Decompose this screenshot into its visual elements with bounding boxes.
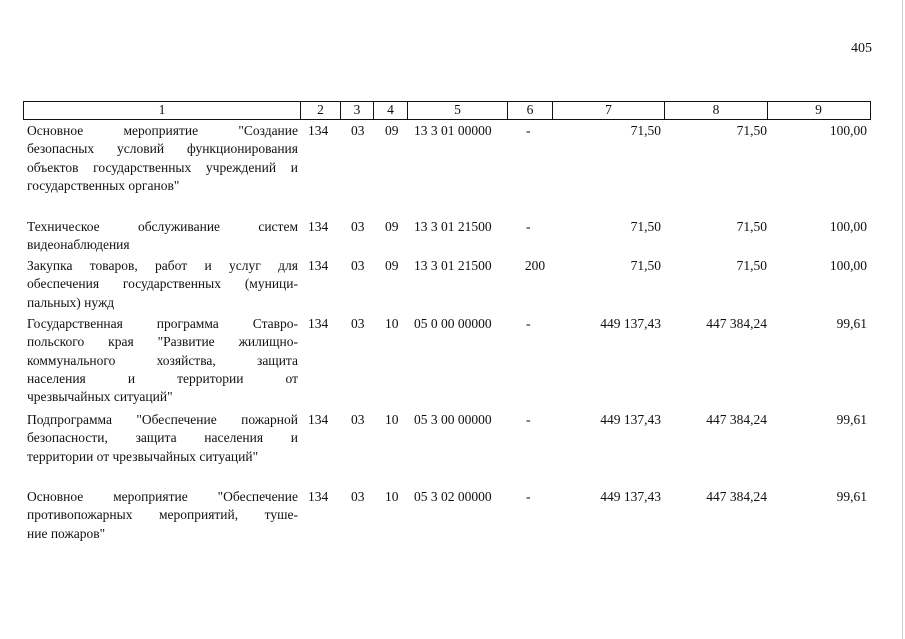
row-name-line: Основное мероприятие "Обеспечение [27,489,298,504]
row-expense-type: 200 [524,258,546,273]
header-cell-9: 9 [815,102,822,117]
row-actual: 447 384,24 [706,489,767,504]
row-name-line: территории от чрезвычайных ситуаций" [27,448,259,464]
row-name [27,218,298,255]
row-expense-type: - [526,316,531,331]
row-name-line: коммунального хозяйства, защита [27,352,298,368]
row-actual: 447 384,24 [706,412,767,427]
row-percent: 100,00 [829,123,867,138]
row-target-article: 05 3 02 00000 [414,489,492,504]
page-edge-line [902,0,903,639]
row-subsection: 09 [385,258,399,273]
row-name-line: безопасности, защита населения и [27,430,298,446]
row-admin-code: 134 [308,219,329,234]
row-name-line: государственных органов" [27,177,180,193]
row-percent: 100,00 [829,219,867,234]
row-name [27,122,298,195]
row-name-line: обеспечения государственных (муници- [27,276,298,292]
row-name-line: чрезвычайных ситуаций" [27,389,173,405]
row-name [27,488,298,543]
row-subsection: 10 [385,316,399,331]
row-section: 03 [351,219,365,234]
row-name-line: Основное мероприятие "Создание [27,123,298,138]
row-name-line: Государственная программа Ставро- [27,316,298,331]
row-name-line: Закупка товаров, работ и услуг для [27,258,298,273]
row-admin-code: 134 [308,123,329,138]
row-planned: 449 137,43 [600,316,661,331]
row-planned: 71,50 [630,258,661,273]
header-cell-6: 6 [508,102,553,119]
header-cell-2: 2 [301,102,341,119]
row-percent: 99,61 [836,412,867,427]
row-target-article: 05 3 00 00000 [414,412,492,427]
row-admin-code: 134 [308,412,329,427]
row-subsection: 09 [385,123,399,138]
row-planned: 449 137,43 [600,412,661,427]
row-name-line: объектов государственных учреждений и [27,159,298,175]
row-percent: 99,61 [836,316,867,331]
row-name-line: Подпрограмма "Обеспечение пожарной [27,412,298,427]
header-cell-3: 3 [341,102,374,119]
row-name-line: населения и территории от [27,370,298,386]
row-planned: 449 137,43 [600,489,661,504]
table-header [23,101,871,120]
row-target-article: 13 3 01 00000 [414,123,492,138]
row-expense-type: - [526,123,531,138]
row-expense-type: - [526,489,531,504]
header-cell-7: 7 [553,102,665,119]
row-admin-code: 134 [308,258,329,273]
header-cell-8: 8 [665,102,768,119]
row-subsection: 10 [385,412,399,427]
row-name-line: польского края "Развитие жилищно- [27,334,298,350]
row-target-article: 05 0 00 00000 [414,316,492,331]
page-number: 405 [851,41,872,56]
row-name-line: ние пожаров" [27,525,106,541]
row-percent: 100,00 [829,258,867,273]
row-admin-code: 134 [308,316,329,331]
row-target-article: 13 3 01 21500 [414,258,492,273]
row-expense-type: - [526,412,531,427]
row-name-line: Техническое обслуживание систем [27,219,298,234]
row-percent: 99,61 [836,489,867,504]
row-section: 03 [351,489,365,504]
row-name-line: противопожарных мероприятий, туше- [27,507,298,523]
row-section: 03 [351,316,365,331]
row-name-line: безопасных условий функционирования [27,141,298,157]
row-actual: 71,50 [736,123,767,138]
row-section: 03 [351,123,365,138]
header-cell-4: 4 [374,102,408,119]
row-name [27,257,298,312]
row-expense-type: - [526,219,531,234]
row-subsection: 10 [385,489,399,504]
row-actual: 447 384,24 [706,316,767,331]
row-actual: 71,50 [736,219,767,234]
row-actual: 71,50 [736,258,767,273]
row-admin-code: 134 [308,489,329,504]
row-planned: 71,50 [630,123,661,138]
row-section: 03 [351,412,365,427]
row-subsection: 09 [385,219,399,234]
row-name [27,411,298,466]
row-name-line: видеонаблюдения [27,237,130,253]
row-name [27,315,298,406]
row-target-article: 13 3 01 21500 [414,219,492,234]
row-planned: 71,50 [630,219,661,234]
header-cell-5: 5 [408,102,508,119]
row-section: 03 [351,258,365,273]
header-cell-1: 1 [24,102,301,119]
row-name-line: пальных) нужд [27,294,115,310]
